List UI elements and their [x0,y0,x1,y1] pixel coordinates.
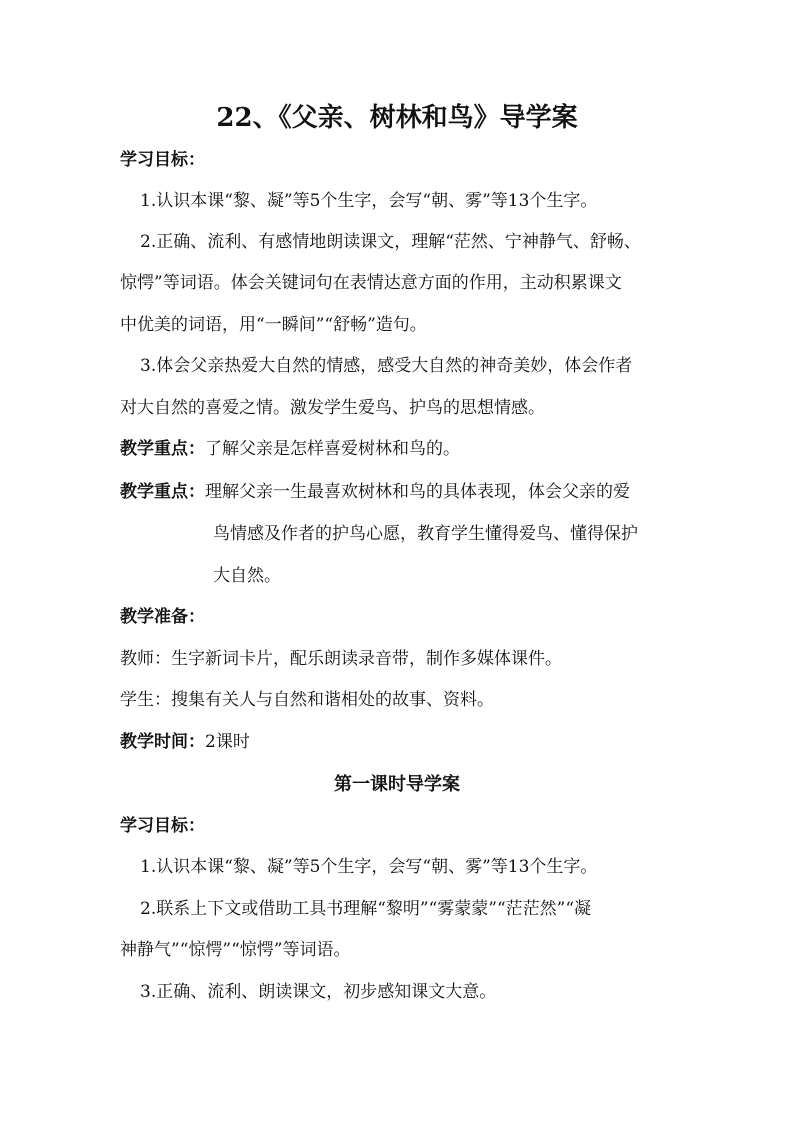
lesson1-goals-heading: 学习目标： [120,816,205,836]
goal-item-2-line-2: 惊愕”等词语。体会关键词句在表情达意方面的作用，主动积累课文 [120,273,622,293]
lesson1-goal-item-1: 1.认识本课“黎、凝”等5个生字，会写“朝、雾”等13个生字。 [140,857,598,877]
goal-item-1: 1.认识本课“黎、凝”等5个生字，会写“朝、雾”等13个生字。 [140,191,598,211]
goal-item-3-line-2: 对大自然的喜爱之情。激发学生爱鸟、护鸟的思想情感。 [120,398,545,418]
prep-heading: 教学准备： [120,607,205,627]
key-point-label: 教学重点： [120,439,205,459]
lesson1-title: 第一课时导学案 [334,774,460,795]
document-title: 22、《父亲、树林和鸟》导学案 [216,103,578,133]
goal-item-3-line-1: 3.体会父亲热爱大自然的情感，感受大自然的神奇美妙，体会作者 [140,356,633,376]
key-point-2-line-1 [120,480,680,504]
lesson1-goal-item-2-line-2: 神静气”“惊愕”“惊愕”等词语。 [120,940,351,960]
key-point-2-line-2: 鸟情感及作者的护鸟心愿，教育学生懂得爱鸟、懂得保护 [213,524,638,544]
key-point-2-text-1: 理解父亲一生最喜欢树林和鸟的具体表现，体会父亲的爱 [205,482,630,502]
lesson1-goal-item-3: 3.正确、流利、朗读课文，初步感知课文大意。 [140,982,497,1002]
key-point-2-label: 教学重点： [120,482,205,502]
prep-teacher: 教师：生字新词卡片，配乐朗读录音带，制作多媒体课件。 [120,649,562,669]
teaching-time-line [120,730,680,754]
teaching-time-label: 教学时间： [120,732,205,752]
key-point-line [120,437,680,461]
key-point-2-line-3: 大自然。 [213,566,281,586]
goal-item-2-line-1: 2.正确、流利、有感情地朗读课文，理解“茫然、宁神静气、舒畅、 [140,232,641,252]
goal-item-2-line-3: 中优美的词语，用“一瞬间”“舒畅”造句。 [120,315,427,335]
teaching-time-value: 2课时 [205,732,250,752]
prep-student: 学生：搜集有关人与自然和谐相处的故事、资料。 [120,690,494,710]
key-point-text: 了解父亲是怎样喜爱树林和鸟的。 [205,439,460,459]
goals-heading: 学习目标： [120,150,205,170]
lesson1-goal-item-2-line-1: 2.联系上下文或借助工具书理解“黎明”“雾蒙蒙”“茫茫然”“凝 [140,899,592,919]
